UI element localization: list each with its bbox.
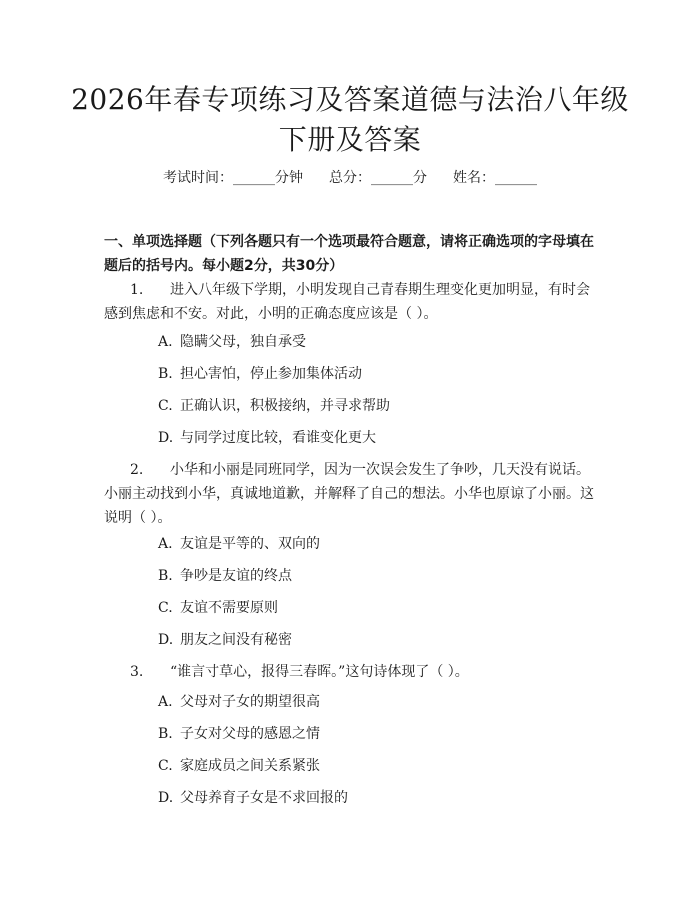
question-3	[104, 660, 602, 684]
question-2-option-a	[158, 534, 320, 554]
question-3-option-d	[158, 788, 348, 808]
option-text: 友谊是平等的、双向的	[180, 536, 320, 552]
section-heading: 一、单项选择题（下列各题只有一个选项最符合题意，请将正确选项的字母填在题后的括号内。每小题2分，共30分）	[104, 234, 594, 274]
question-1	[104, 278, 602, 326]
option-letter: C.	[158, 758, 173, 774]
option-text: 朋友之间没有秘密	[180, 632, 292, 648]
option-letter: C.	[158, 398, 173, 414]
question-1-option-b	[158, 364, 362, 384]
option-text: 父母养育子女是不求回报的	[180, 790, 348, 806]
option-letter: B.	[158, 366, 173, 382]
question-number: 3.	[130, 664, 144, 680]
total-score-field: 总分：______分	[329, 170, 427, 186]
question-3-option-a	[158, 692, 320, 712]
question-number: 1.	[130, 282, 144, 298]
exam-meta-line	[0, 168, 700, 188]
question-3-option-b	[158, 724, 320, 744]
question-2-option-b	[158, 566, 292, 586]
question-2	[104, 458, 602, 530]
option-text: 父母对子女的期望很高	[180, 694, 320, 710]
option-text: 隐瞒父母，独自承受	[180, 334, 306, 350]
option-letter: D.	[158, 790, 174, 806]
option-letter: D.	[158, 430, 174, 446]
question-3-option-c	[158, 756, 320, 776]
option-letter: A.	[158, 694, 173, 710]
question-number: 2.	[130, 462, 144, 478]
option-letter: A.	[158, 334, 173, 350]
question-text: 进入八年级下学期，小明发现自己青春期生理变化更加明显，有时会感到焦虑和不安。对此，小明的正确态度应该是（ ）。	[104, 282, 590, 322]
name-field: 姓名：______	[453, 170, 537, 186]
document-title	[0, 80, 700, 160]
question-text: 小华和小丽是同班同学，因为一次误会发生了争吵，几天没有说话。小丽主动找到小华，真诚地道歉，并解释了自己的想法。小华也原谅了小丽。这说明（ ）。	[104, 462, 594, 526]
question-text: “谁言寸草心，报得三春晖。”这句诗体现了（ ）。	[170, 664, 469, 680]
question-1-option-c	[158, 396, 390, 416]
option-text: 友谊不需要原则	[180, 600, 278, 616]
option-letter: B.	[158, 726, 173, 742]
option-letter: D.	[158, 632, 174, 648]
title-line-1: 2026年春专项练习及答案道德与法治八年级	[71, 83, 629, 116]
option-text: 子女对父母的感恩之情	[180, 726, 320, 742]
question-1-option-d	[158, 428, 376, 448]
option-letter: B.	[158, 568, 173, 584]
question-2-option-d	[158, 630, 292, 650]
option-text: 担心害怕，停止参加集体活动	[180, 366, 362, 382]
option-letter: A.	[158, 536, 173, 552]
option-text: 争吵是友谊的终点	[180, 568, 292, 584]
question-1-option-a	[158, 332, 306, 352]
title-line-2: 下册及答案	[278, 123, 422, 156]
exam-time-field: 考试时间：______分钟	[163, 170, 303, 186]
option-text: 与同学过度比较，看谁变化更大	[180, 430, 376, 446]
option-text: 正确认识，积极接纳，并寻求帮助	[180, 398, 390, 414]
option-text: 家庭成员之间关系紧张	[180, 758, 320, 774]
option-letter: C.	[158, 600, 173, 616]
question-2-option-c	[158, 598, 278, 618]
